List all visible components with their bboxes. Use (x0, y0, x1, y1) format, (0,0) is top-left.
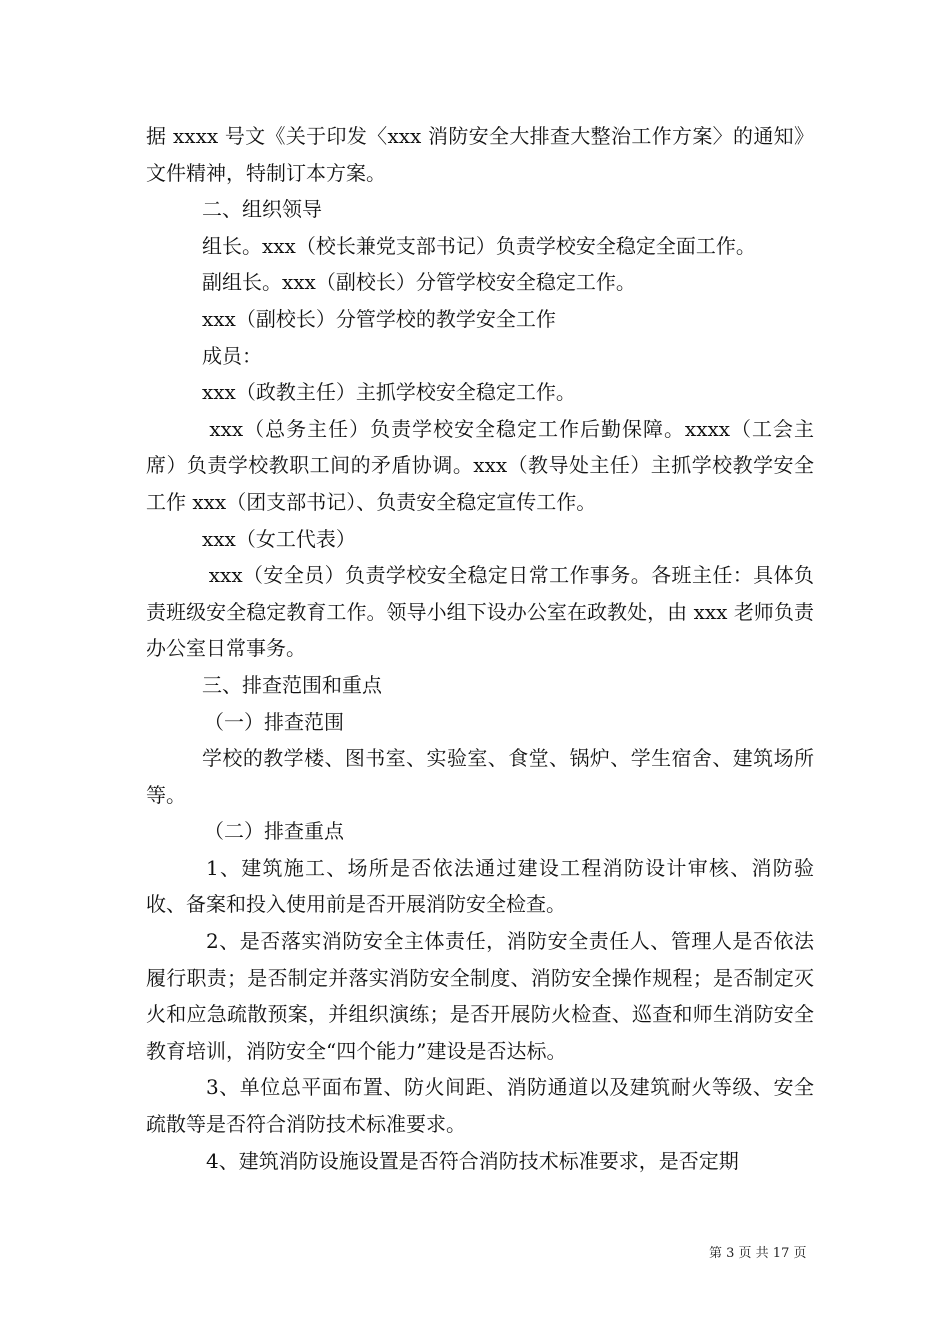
paragraph-intro: 据 xxxx 号文《关于印发〈xxx 消防安全大排查大整治工作方案〉的通知》文件精神，特制订本方案。 (146, 124, 814, 185)
paragraph-member-female: xxx（女工代表） (202, 526, 356, 551)
paragraph-focus-4: 4、建筑消防设施设置是否符合消防技术标准要求，是否定期 (206, 1148, 739, 1173)
page-number-footer: 第 3 页 共 17 页 (709, 1246, 807, 1261)
paragraph-deputy-leader: 副组长。xxx（副校长）分管学校安全稳定工作。 (202, 270, 636, 295)
paragraph-deputy-teaching: xxx（副校长）分管学校的教学安全工作 (202, 306, 556, 331)
paragraph-focus-3: 3、单位总平面布置、防火间距、消防通道以及建筑耐火等级、安全疏散等是否符合消防技术标准要求。 (146, 1075, 814, 1137)
paragraph-member-general: xxx（总务主任）负责学校安全稳定工作后勤保障。xxxx（工会主席）负责学校教职工间的矛盾协调。xxx（教导处主任）主抓学校教学安全工作 xxx（团支部书记）、负责安全稳定宣传工作。 (146, 416, 814, 514)
paragraph-member-safety: xxx（安全员）负责学校安全稳定日常工作事务。各班主任：具体负责班级安全稳定教育工作。领导小组下设办公室在政教处，由 xxx 老师负责办公室日常事务。 (146, 563, 814, 661)
heading-focus: （二）排查重点 (204, 819, 344, 844)
paragraph-members-label: 成员： (202, 343, 262, 368)
paragraph-focus-1: 1、建筑施工、场所是否依法通过建设工程消防设计审核、消防验收、备案和投入使用前是否开展消防安全检查。 (146, 855, 814, 917)
paragraph-scope: 学校的教学楼、图书室、实验室、食堂、锅炉、学生宿舍、建筑场所等。 (146, 746, 814, 807)
document-body (146, 118, 814, 1179)
heading-scope: （一）排查范围 (204, 709, 344, 734)
heading-scope-focus: 三、排查范围和重点 (202, 672, 382, 697)
paragraph-leader: 组长。xxx（校长兼党支部书记）负责学校安全稳定全面工作。 (202, 233, 756, 258)
paragraph-focus-2: 2、是否落实消防安全主体责任，消防安全责任人、管理人是否依法履行职责；是否制定并落实消防安全制度、消防安全操作规程；是否制定灭火和应急疏散预案，并组织演练；是否开展防火检查、巡查和师生消防安全教育培训，消防安全“四个能力”建设是否达标。 (146, 929, 814, 1063)
paragraph-member-political: xxx（政教主任）主抓学校安全稳定工作。 (202, 380, 576, 405)
heading-organization: 二、组织领导 (202, 197, 322, 222)
